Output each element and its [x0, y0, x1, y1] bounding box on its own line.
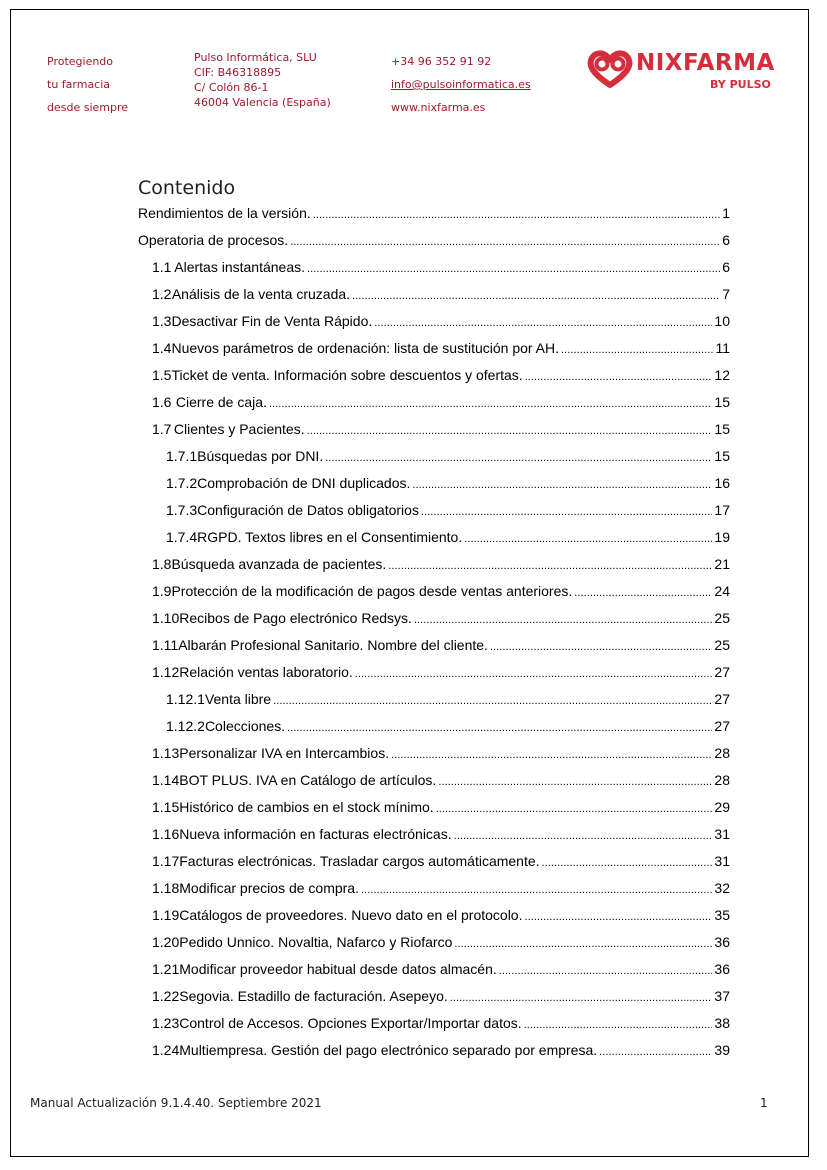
- toc-entry-number: 1.12.2: [166, 718, 205, 734]
- toc-dot-leader: [290, 232, 720, 248]
- toc-entry[interactable]: [152, 772, 730, 792]
- logo-subtitle: BY PULSO: [710, 78, 771, 91]
- header-tagline: [47, 50, 128, 119]
- toc-entry-title: Protección de la modificación de pagos desde ventas anteriores.: [171, 583, 573, 599]
- toc-dot-leader: [421, 502, 712, 518]
- toc-dot-leader: [454, 934, 712, 950]
- toc-entry-page: 39: [714, 1042, 730, 1058]
- toc-entry-page: 19: [714, 529, 730, 545]
- toc-entry-title: Análisis de la venta cruzada.: [171, 286, 351, 302]
- toc-entry[interactable]: [152, 583, 730, 603]
- toc-entry-title: Venta libre: [204, 691, 272, 707]
- toc-dot-leader: [574, 583, 712, 599]
- toc-entry-number: 1.3: [152, 313, 172, 329]
- contact-email-link[interactable]: info@pulsoinformatica.es: [391, 78, 531, 91]
- toc-entry-title: Personalizar IVA en Intercambios.: [179, 745, 390, 761]
- toc-entry-page: 16: [714, 475, 730, 491]
- toc-entry-page: 25: [714, 637, 730, 653]
- toc-entry[interactable]: [152, 961, 730, 981]
- toc-entry-page: 21: [714, 556, 730, 572]
- toc-dot-leader: [269, 394, 712, 410]
- footer-page-number: 1: [760, 1096, 768, 1110]
- toc-entry-title: Nuevos parámetros de ordenación: lista de sustitución por AH.: [171, 340, 560, 356]
- toc-entry-number: 1.7.4: [166, 529, 198, 545]
- toc-dot-leader: [273, 691, 712, 707]
- company-street: C/ Colón 86-1: [194, 81, 269, 94]
- toc-entry[interactable]: [152, 286, 730, 306]
- toc-dot-leader: [464, 529, 712, 545]
- toc-entry-title: Albarán Profesional Sanitario. Nombre del cliente.: [178, 637, 488, 653]
- toc-entry-number: 1.7.3: [166, 502, 198, 518]
- toc-entry-title: Pedido Unnico. Novaltia, Nafarco y Riofarco: [179, 934, 453, 950]
- toc-entry[interactable]: [166, 475, 730, 495]
- toc-dot-leader: [325, 448, 712, 464]
- toc-entry-title: Rendimientos de la versión.: [138, 205, 311, 221]
- toc-entry-page: 29: [714, 799, 730, 815]
- toc-entry-number: 1.7.1: [166, 448, 198, 464]
- toc-entry[interactable]: [152, 610, 730, 630]
- toc-dot-leader: [307, 259, 720, 275]
- toc-entry-page: 15: [714, 448, 730, 464]
- toc-entry[interactable]: [152, 259, 730, 279]
- toc-entry[interactable]: [152, 745, 730, 765]
- toc-entry[interactable]: [152, 826, 730, 846]
- toc-entry-page: 35: [714, 907, 730, 923]
- toc-entry[interactable]: [152, 637, 730, 657]
- toc-entry[interactable]: [152, 340, 730, 360]
- company-city: 46004 Valencia (España): [194, 96, 331, 109]
- header-contact: [391, 50, 531, 119]
- toc-entry[interactable]: [152, 1042, 730, 1062]
- tagline-line: Protegiendo: [47, 55, 114, 68]
- toc-entry-number: 1.17: [152, 853, 180, 869]
- toc-entry-number: 1.22: [152, 988, 180, 1004]
- toc-entry-page: 31: [714, 826, 730, 842]
- toc-entry-number: 1.23: [152, 1015, 180, 1031]
- toc-heading: Contenido: [138, 177, 236, 199]
- toc-entry-page: 25: [714, 610, 730, 626]
- toc-entry-page: 36: [714, 934, 730, 950]
- toc-dot-leader: [524, 1015, 713, 1031]
- toc-entry-title: Cierre de caja.: [175, 394, 267, 410]
- toc-entry-page: 24: [714, 583, 730, 599]
- nixfarma-logo: [586, 47, 776, 97]
- toc-dot-leader: [412, 475, 712, 491]
- footer-doc-title: Manual Actualización 9.1.4.40. Septiembre 2021: [30, 1096, 322, 1110]
- toc-entry-page: 27: [714, 664, 730, 680]
- toc-entry-title: Modificar proveedor habitual desde datos almacén.: [179, 961, 497, 977]
- toc-entry-title: Segovia. Estadillo de facturación. Asepeyo.: [179, 988, 448, 1004]
- toc-entry-number: 1.13: [152, 745, 180, 761]
- toc-entry[interactable]: [152, 853, 730, 873]
- toc-entry[interactable]: [152, 367, 730, 387]
- toc-entry-title: Modificar precios de compra.: [179, 880, 359, 896]
- toc-dot-leader: [438, 772, 712, 788]
- toc-dot-leader: [307, 421, 713, 437]
- toc-entry-number: 1.7.2: [166, 475, 198, 491]
- toc-dot-leader: [599, 1042, 712, 1058]
- toc-dot-leader: [352, 286, 720, 302]
- heart-logo-icon: [586, 49, 634, 89]
- toc-entry-number: 1.12.1: [166, 691, 205, 707]
- toc-entry-title: Desactivar Fin de Venta Rápido.: [171, 313, 373, 329]
- toc-entry-number: 1.10: [152, 610, 180, 626]
- toc-dot-leader: [361, 880, 712, 896]
- toc-dot-leader: [542, 853, 713, 869]
- toc-entry-page: 15: [714, 421, 730, 437]
- toc-dot-leader: [374, 313, 712, 329]
- toc-entry-page: 38: [714, 1015, 730, 1031]
- toc-entry-number: 1.9: [152, 583, 172, 599]
- toc-entry-number: 1.24: [152, 1042, 180, 1058]
- contact-phone: +34 96 352 91 92: [391, 55, 492, 68]
- toc-entry-number: 1.2: [152, 286, 172, 302]
- toc-entry[interactable]: [138, 232, 730, 252]
- toc-entry[interactable]: [152, 907, 730, 927]
- toc-entry-number: 1.19: [152, 907, 180, 923]
- toc-entry-title: RGPD. Textos libres en el Consentimiento.: [197, 529, 463, 545]
- toc-dot-leader: [287, 718, 712, 734]
- toc-dot-leader: [499, 961, 713, 977]
- toc-entry-page: 36: [714, 961, 730, 977]
- toc-entry-page: 6: [722, 259, 730, 275]
- toc-entry-title: Colecciones.: [204, 718, 286, 734]
- toc-entry[interactable]: [166, 718, 730, 738]
- tagline-line: tu farmacia: [47, 78, 111, 91]
- toc-dot-leader: [355, 664, 713, 680]
- toc-dot-leader: [454, 826, 713, 842]
- toc-dot-leader: [450, 988, 713, 1004]
- toc-entry-page: 11: [715, 340, 730, 356]
- toc-entry[interactable]: [152, 664, 730, 684]
- toc-entry-number: 1.4: [152, 340, 172, 356]
- toc-entry-title: Recibos de Pago electrónico Redsys.: [179, 610, 412, 626]
- toc-entry-page: 10: [714, 313, 730, 329]
- toc-entry[interactable]: [152, 988, 730, 1008]
- toc-entry-page: 6: [722, 232, 730, 248]
- contact-web: www.nixfarma.es: [391, 101, 486, 114]
- toc-entry-number: 1.15: [152, 799, 180, 815]
- toc-entry-page: 7: [722, 286, 730, 302]
- toc-entry-page: 31: [714, 853, 730, 869]
- header-company: [194, 50, 331, 110]
- company-name: Pulso Informática, SLU: [194, 51, 317, 64]
- toc-entry-title: Histórico de cambios en el stock mínimo.: [179, 799, 434, 815]
- toc-entry-title: Configuración de Datos obligatorios: [197, 502, 419, 518]
- toc-entry[interactable]: [152, 799, 730, 819]
- toc-entry[interactable]: [152, 556, 730, 576]
- toc-entry-page: 1: [722, 205, 730, 221]
- toc-entry-page: 27: [714, 718, 730, 734]
- toc-entry-title: Búsquedas por DNI.: [197, 448, 324, 464]
- toc-entry-title: Clientes y Pacientes.: [173, 421, 305, 437]
- toc-entry[interactable]: [152, 394, 730, 414]
- toc-entry-number: 1.20: [152, 934, 180, 950]
- toc-entry-page: 15: [714, 394, 730, 410]
- toc-entry-number: 1.8: [152, 556, 172, 572]
- toc-entry-number: 1.21: [152, 961, 180, 977]
- toc-entry-title: Multiempresa. Gestión del pago electrónico separado por empresa.: [179, 1042, 598, 1058]
- toc-dot-leader: [414, 610, 712, 626]
- toc-entry-number: 1.5: [152, 367, 172, 383]
- toc-entry-page: 28: [714, 745, 730, 761]
- toc-entry[interactable]: [152, 313, 730, 333]
- toc-entry[interactable]: [166, 502, 730, 522]
- toc-entry-page: 28: [714, 772, 730, 788]
- toc-dot-leader: [313, 205, 720, 221]
- company-cif: CIF: B46318895: [194, 66, 282, 79]
- toc-entry-title: Alertas instantáneas.: [174, 259, 306, 275]
- toc-entry[interactable]: [152, 421, 730, 441]
- toc-dot-leader: [436, 799, 713, 815]
- toc-entry[interactable]: [152, 1015, 730, 1035]
- toc-entry-page: 27: [714, 691, 730, 707]
- toc-entry-number: 1.16: [152, 826, 180, 842]
- toc-dot-leader: [524, 907, 712, 923]
- toc-entry-number: 1.14: [152, 772, 180, 788]
- toc-entry-title: Facturas electrónicas. Trasladar cargos automáticamente.: [179, 853, 540, 869]
- toc-dot-leader: [388, 556, 712, 572]
- toc-entry[interactable]: [166, 691, 730, 711]
- toc-entry-number: 1.11: [152, 637, 179, 653]
- toc-entry-page: 12: [714, 367, 730, 383]
- toc-dot-leader: [525, 367, 713, 383]
- toc-entry-title: Control de Accesos. Opciones Exportar/Importar datos.: [179, 1015, 522, 1031]
- toc-entry-title: Búsqueda avanzada de pacientes.: [171, 556, 387, 572]
- toc-entry-title: Ticket de venta. Información sobre descuentos y ofertas.: [171, 367, 523, 383]
- toc-entry-page: 32: [714, 880, 730, 896]
- toc-entry-number: 1.6: [152, 394, 172, 410]
- toc-entry[interactable]: [152, 880, 730, 900]
- toc-dot-leader: [561, 340, 713, 356]
- toc-entry[interactable]: [138, 205, 730, 225]
- toc-entry-title: Nueva información en facturas electrónicas.: [179, 826, 452, 842]
- toc-entry[interactable]: [152, 934, 730, 954]
- toc-dot-leader: [490, 637, 712, 653]
- toc-entry-number: 1.18: [152, 880, 180, 896]
- toc-entry-title: BOT PLUS. IVA en Catálogo de artículos.: [179, 772, 437, 788]
- toc-entry-page: 17: [714, 502, 730, 518]
- toc-entry-title: Catálogos de proveedores. Nuevo dato en el protocolo.: [179, 907, 523, 923]
- tagline-line: desde siempre: [47, 101, 129, 114]
- toc-entry-title: Relación ventas laboratorio.: [179, 664, 353, 680]
- toc-entry-number: 1.1: [152, 259, 172, 275]
- toc-entry-title: Comprobación de DNI duplicados.: [197, 475, 411, 491]
- toc-dot-leader: [391, 745, 712, 761]
- toc-entry[interactable]: [166, 529, 730, 549]
- toc-entry-title: Operatoria de procesos.: [138, 232, 289, 248]
- logo-wordmark: NIXFARMA: [636, 50, 775, 76]
- toc-entry[interactable]: [166, 448, 730, 468]
- toc-entry-number: 1.7: [152, 421, 172, 437]
- toc-entry-number: 1.12: [152, 664, 180, 680]
- toc-entry-page: 37: [714, 988, 730, 1004]
